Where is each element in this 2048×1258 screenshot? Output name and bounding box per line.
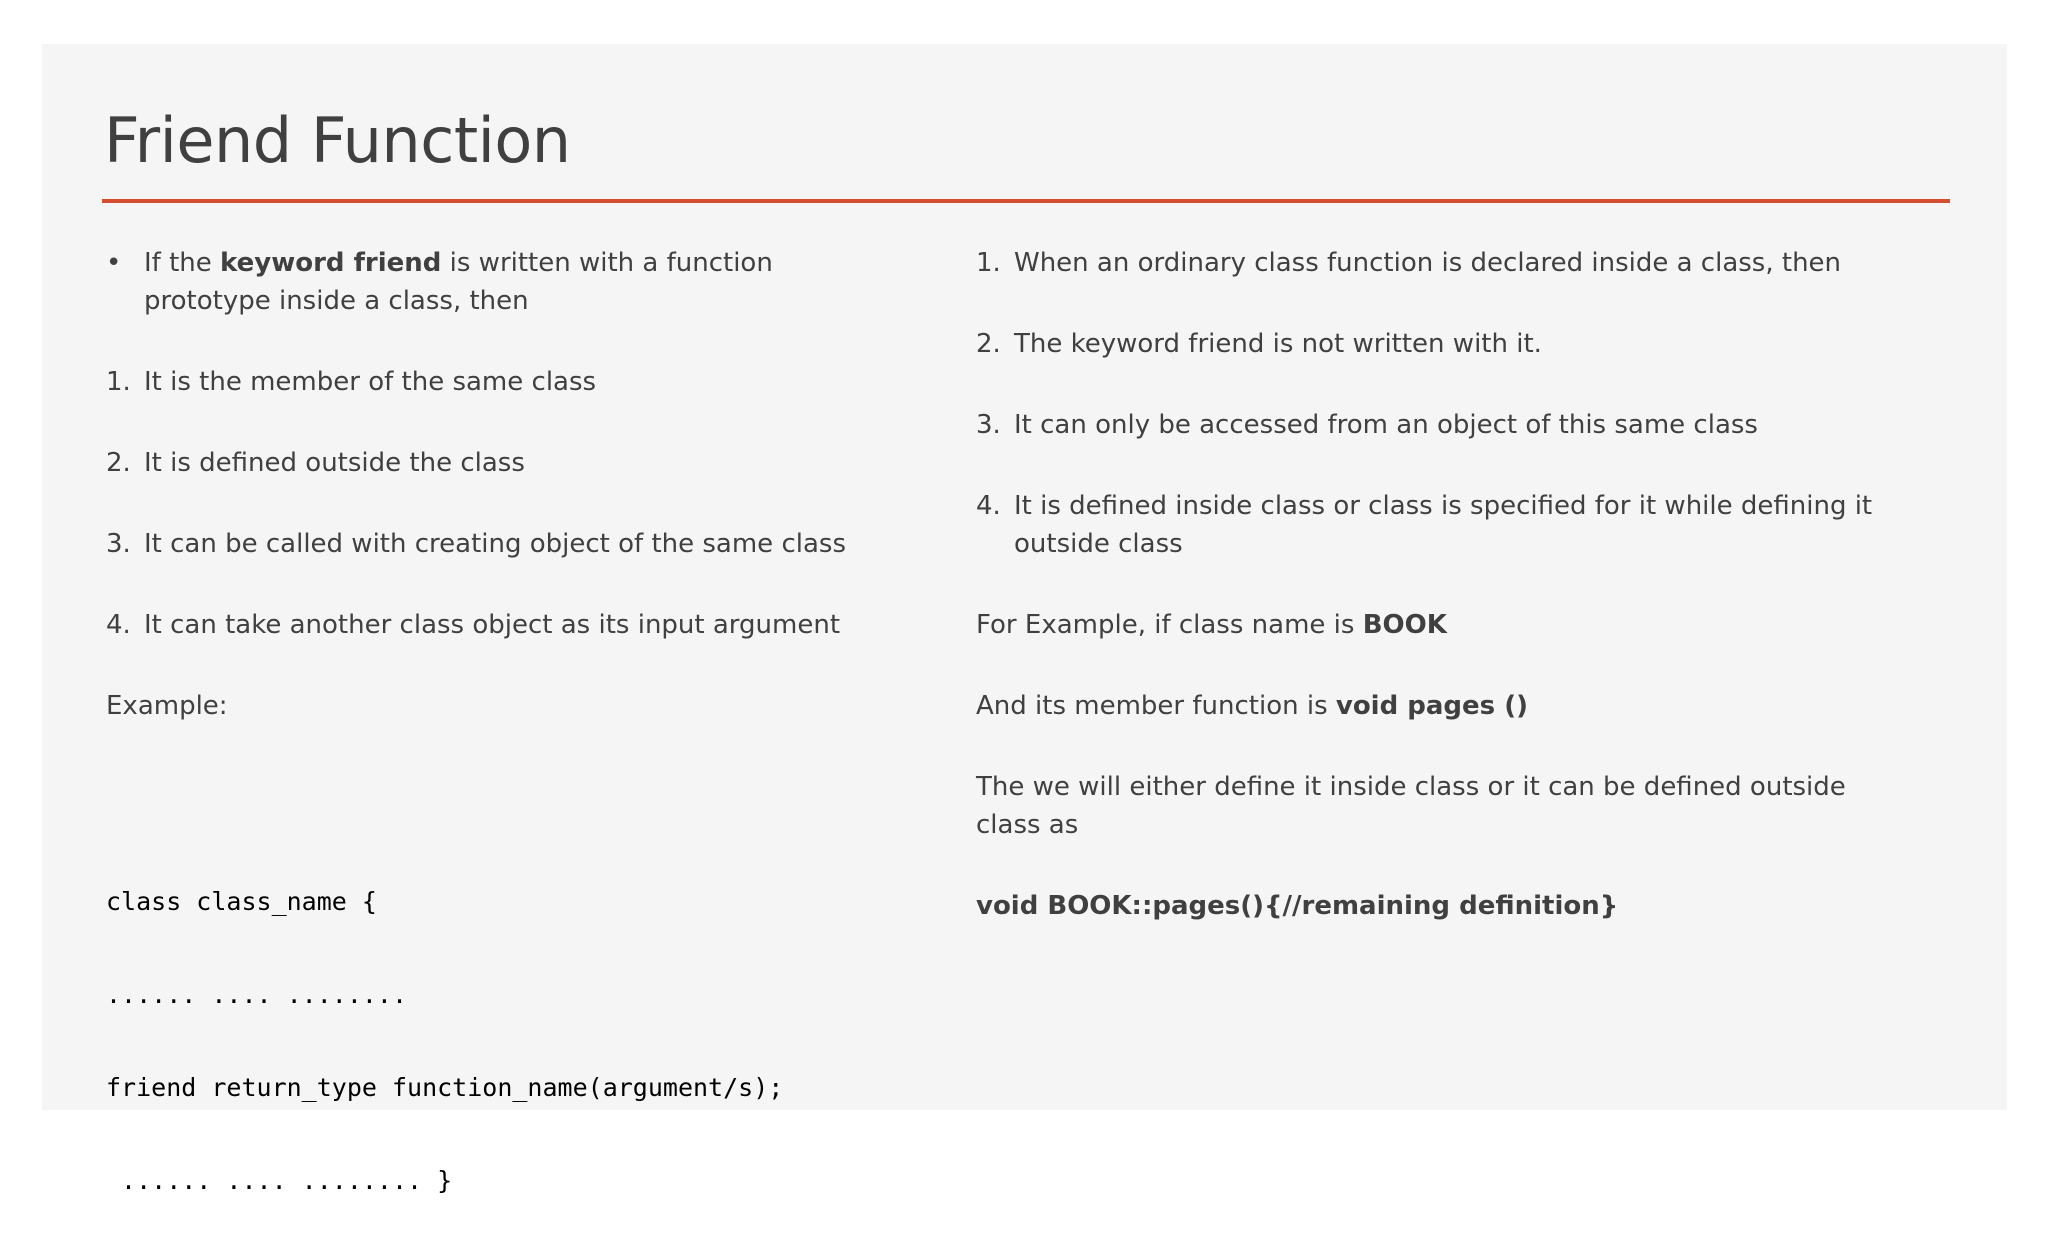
right-list-item — [976, 244, 1906, 282]
code-block — [106, 824, 783, 1258]
list-item-text: It can only be accessed from an object of this same class — [1014, 410, 1758, 440]
list-item-text: It can take another class object as its input argument — [144, 610, 841, 640]
list-item-text: It is defined inside class or class is specified for it while defining it outside class — [1014, 491, 1873, 559]
code-line: ...... .... ........ — [106, 980, 408, 1009]
member-function-name: void pages () — [1335, 691, 1528, 721]
left-list-item — [106, 363, 886, 401]
definition-line: void BOOK::pages(){//remaining definition} — [976, 891, 1619, 921]
list-item-text: When an ordinary class function is declared inside a class, then — [1014, 248, 1842, 278]
define-text: The we will either define it inside class or it can be defined outside class as — [976, 772, 1846, 840]
list-number: 3. — [106, 529, 131, 559]
list-number: 4. — [106, 610, 131, 640]
intro-suffix: is written with a function prototype inside a class, then — [144, 248, 773, 316]
list-item-text: It is defined outside the class — [144, 448, 525, 478]
right-list-item — [976, 406, 1906, 444]
member-function-line — [976, 687, 1906, 725]
list-number: 3. — [976, 410, 1001, 440]
left-list-item — [106, 606, 886, 644]
slide — [42, 44, 2007, 1195]
list-number: 2. — [976, 329, 1001, 359]
list-number: 1. — [976, 248, 1001, 278]
example-class-name: BOOK — [1362, 610, 1447, 640]
left-list-item — [106, 525, 886, 563]
code-line: ...... .... ........ } — [106, 1166, 453, 1195]
code-line: friend return_type function_name(argument/s); — [106, 1073, 784, 1102]
list-item-text: It is the member of the same class — [144, 367, 597, 397]
list-item-text: The keyword friend is not written with it. — [1014, 329, 1542, 359]
right-column — [976, 244, 1906, 968]
list-item-text: It can be called with creating object of the same class — [144, 529, 846, 559]
right-list-item — [976, 325, 1906, 363]
left-column — [106, 244, 886, 768]
intro-bullet — [106, 244, 886, 320]
list-number: 1. — [106, 367, 131, 397]
list-number: 2. — [106, 448, 131, 478]
member-function-prefix: And its member function is — [976, 691, 1336, 721]
example-class-prefix: For Example, if class name is — [976, 610, 1363, 640]
code-line: class class_name { — [106, 887, 377, 916]
bullet-marker: • — [106, 248, 122, 278]
left-list-item — [106, 444, 886, 482]
intro-keyword: keyword friend — [220, 248, 442, 278]
right-list-item — [976, 487, 1906, 563]
title-underline — [102, 199, 1950, 203]
example-class-line — [976, 606, 1906, 644]
example-label: Example: — [106, 691, 228, 721]
list-number: 4. — [976, 491, 1001, 521]
intro-prefix: If the — [144, 248, 221, 278]
slide-title: Friend Function — [104, 104, 571, 177]
